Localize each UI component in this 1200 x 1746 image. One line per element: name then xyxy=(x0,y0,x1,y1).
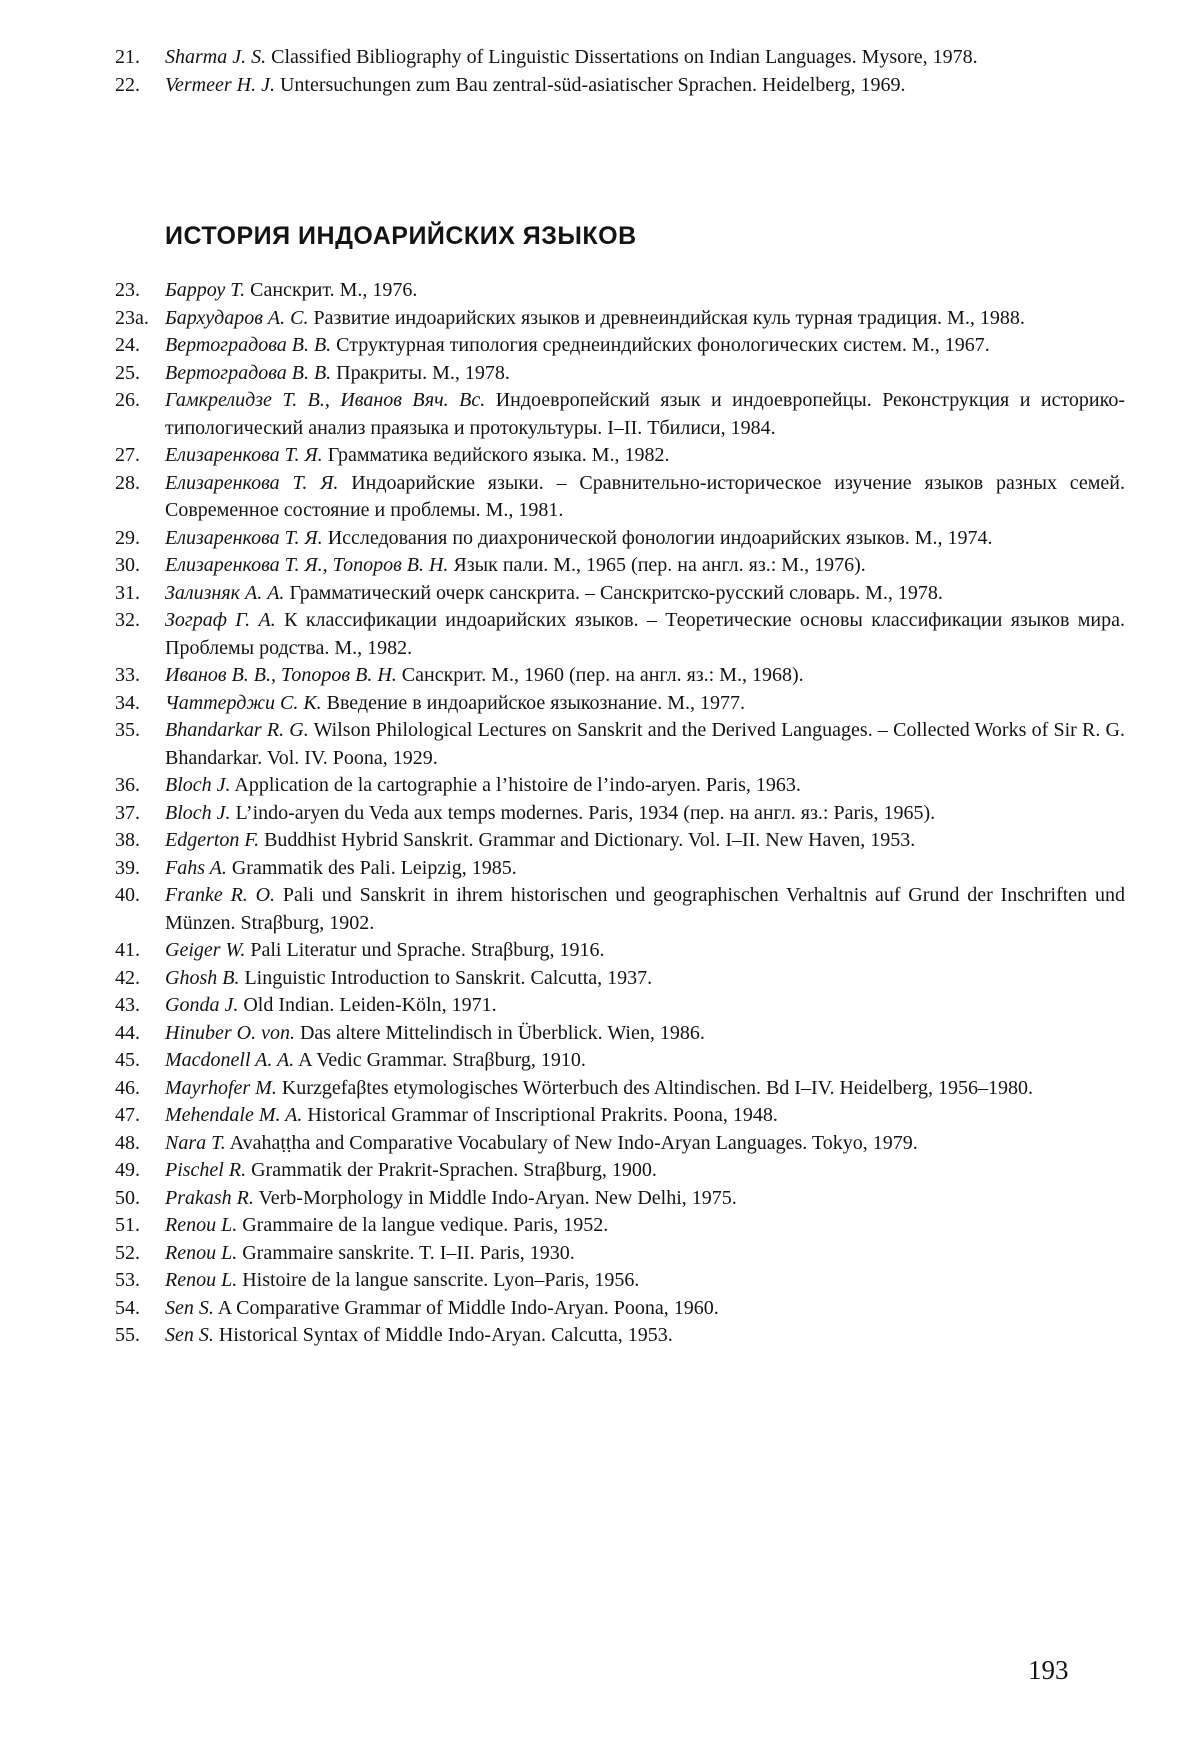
entry-text: К классификации индоарийских языков. – Теоретические основы классификации языков мира. Проблемы родства. М., 1982. xyxy=(165,609,1125,659)
entry-number: 51. xyxy=(115,1214,140,1236)
entry-number: 23а. xyxy=(115,306,149,329)
bibliography-entry xyxy=(115,882,1125,937)
entry-body xyxy=(165,882,1125,937)
entry-author: Sen S. xyxy=(165,1296,214,1319)
entry-text: A Comparative Grammar of Middle Indo-Aryan. Poona, 1960. xyxy=(213,1296,719,1319)
entry-number: 35. xyxy=(115,719,140,741)
entry-number: 43. xyxy=(115,994,140,1016)
bibliography-entry xyxy=(115,827,1125,855)
entry-author: Nara T. xyxy=(165,1131,226,1154)
bibliography-list xyxy=(115,277,1125,1350)
entry-author: Bloch J. xyxy=(165,801,231,824)
bibliography-entry xyxy=(115,525,1125,553)
entry-text: Untersuchungen zum Bau zentral-süd-asiatischer Sprachen. Heidelberg, 1969. xyxy=(274,73,906,96)
entry-author: Mayrhofer M. xyxy=(165,1076,277,1099)
entry-number: 24. xyxy=(115,334,140,356)
entry-author: Чаттерджи С. К. xyxy=(165,691,322,714)
entry-body xyxy=(165,1322,1125,1350)
bibliography-entry xyxy=(115,772,1125,800)
entry-text: Pali und Sanskrit in ihrem historischen und geographischen Verhaltnis auf Grund der Inschriften und Münzen. Straβburg, 1902. xyxy=(165,884,1125,934)
entry-author: Franke R. O. xyxy=(165,884,276,906)
entry-number: 55. xyxy=(115,1324,140,1346)
entry-text: Индоарийские языки. – Сравнительно-историческое изучение языков разных семей. Современное состояние и проблемы. М., 1981. xyxy=(165,471,1126,521)
entry-author: Барроу Т. xyxy=(165,279,246,301)
bibliography-entry xyxy=(115,1267,1125,1295)
entry-author: Вертоградова В. В. xyxy=(165,334,332,356)
entry-text: L’indo-aryen du Veda aux temps modernes. Paris, 1934 (пер. на англ. яз.: Paris, 1965). xyxy=(230,801,936,824)
entry-number: 22. xyxy=(115,73,140,96)
page-number: 193 xyxy=(1028,1655,1069,1685)
entry-number: 34. xyxy=(115,691,140,714)
entry-text: Pali Literatur und Sprache. Straβburg, 1916. xyxy=(245,939,605,961)
entry-body xyxy=(165,1157,1125,1185)
entry-body xyxy=(165,305,1125,333)
entry-body xyxy=(165,800,1125,828)
entry-author: Gonda J. xyxy=(165,994,239,1016)
bibliography-entry xyxy=(115,662,1125,690)
entry-body xyxy=(165,1075,1125,1103)
entry-author: Renou L. xyxy=(165,1214,238,1236)
entry-body xyxy=(165,44,1125,72)
entry-body xyxy=(165,580,1125,608)
bibliography-entry xyxy=(115,690,1125,718)
entry-number: 27. xyxy=(115,444,140,466)
entry-author: Sen S. xyxy=(165,1324,214,1346)
entry-author: Зализняк А. А. xyxy=(165,581,285,604)
entry-author: Pischel R. xyxy=(165,1159,247,1181)
entry-number: 37. xyxy=(115,801,140,824)
section-heading: ИСТОРИЯ ИНДОАРИЙСКИХ ЯЗЫКОВ xyxy=(165,222,637,250)
entry-text: Buddhist Hybrid Sanskrit. Grammar and Dictionary. Vol. I–II. New Haven, 1953. xyxy=(259,829,916,851)
bibliography-entry xyxy=(115,1130,1125,1158)
entry-text: Old Indian. Leiden-Köln, 1971. xyxy=(238,994,497,1016)
entry-text: Wilson Philological Lectures on Sanskrit and the Derived Languages. – Collected Works of Sir R. G. Bhandarkar. Vol. IV. Poona, 1929. xyxy=(165,719,1125,769)
entry-text: Historical Syntax of Middle Indo-Aryan. Calcutta, 1953. xyxy=(213,1324,673,1346)
bibliography-entry xyxy=(115,1240,1125,1268)
entry-number: 36. xyxy=(115,774,140,796)
entry-number: 39. xyxy=(115,856,140,879)
entry-author: Елизаренкова Т. Я. xyxy=(165,471,339,494)
entry-text: Historical Grammar of Inscriptional Prakrits. Poona, 1948. xyxy=(302,1104,778,1126)
bibliography-list-continued xyxy=(115,44,1125,99)
entry-author: Edgerton F. xyxy=(165,829,260,851)
entry-author: Renou L. xyxy=(165,1269,238,1291)
bibliography-entry xyxy=(115,442,1125,470)
entry-author: Гамкрелидзе Т. В., Иванов Вяч. Вс. xyxy=(165,389,486,411)
entry-number: 47. xyxy=(115,1104,140,1126)
entry-text: Avahaṭṭha and Comparative Vocabulary of New Indo-Aryan Languages. Tokyo, 1979. xyxy=(225,1131,918,1154)
entry-body xyxy=(165,387,1125,442)
bibliography-entry xyxy=(115,1157,1125,1185)
entry-body xyxy=(165,1047,1125,1075)
entry-text: Развитие индоарийских языков и древнеиндийская куль турная традиция. М., 1988. xyxy=(308,306,1025,329)
entry-number: 48. xyxy=(115,1131,140,1154)
entry-body xyxy=(165,855,1125,883)
entry-number: 54. xyxy=(115,1296,140,1319)
entry-text: Grammatik der Prakrit-Sprachen. Straβburg, 1900. xyxy=(246,1159,657,1181)
entry-number: 44. xyxy=(115,1021,140,1044)
entry-text: Введение в индоарийское языкознание. М., 1977. xyxy=(321,691,746,714)
entry-text: Verb-Morphology in Middle Indo-Aryan. New Delhi, 1975. xyxy=(253,1186,737,1209)
entry-body xyxy=(165,72,1125,100)
entry-number: 30. xyxy=(115,554,140,576)
entry-body xyxy=(165,1020,1125,1048)
entry-body xyxy=(165,772,1125,800)
bibliography-entry xyxy=(115,470,1125,525)
entry-text: Kurzgefaβtes etymologisches Wörterbuch des Altindischen. Bd I–IV. Heidelberg, 1956–1980. xyxy=(276,1076,1033,1099)
bibliography-entry xyxy=(115,1020,1125,1048)
entry-text: Grammaire sanskrite. T. I–II. Paris, 1930. xyxy=(237,1241,575,1264)
bibliography-entry xyxy=(115,360,1125,388)
entry-body xyxy=(165,332,1125,360)
entry-body xyxy=(165,827,1125,855)
entry-author: Бархударов А. С. xyxy=(165,306,309,329)
entry-body xyxy=(165,552,1125,580)
entry-body xyxy=(165,937,1125,965)
bibliography-entry xyxy=(115,965,1125,993)
bibliography-entry xyxy=(115,552,1125,580)
entry-text: Histoire de la langue sanscrite. Lyon–Paris, 1956. xyxy=(237,1269,640,1291)
entry-body xyxy=(165,1212,1125,1240)
entry-number: 33. xyxy=(115,664,140,686)
entry-text: Структурная типология среднеиндийских фонологических систем. М., 1967. xyxy=(331,334,990,356)
entry-text: Грамматика ведийского языка. М., 1982. xyxy=(322,444,670,466)
bibliography-entry xyxy=(115,1102,1125,1130)
entry-body xyxy=(165,1185,1125,1213)
entry-number: 41. xyxy=(115,939,140,961)
entry-text: Индоевропейский язык и индоевропейцы. Реконструкция и историко-типологический анализ праязыка и протокультуры. I–II. Тбилиси, 1984. xyxy=(165,389,1125,439)
bibliography-entry xyxy=(115,277,1125,305)
entry-text: A Vedic Grammar. Straβburg, 1910. xyxy=(294,1049,586,1071)
bibliography-entry xyxy=(115,800,1125,828)
entry-number: 21. xyxy=(115,46,140,68)
entry-body xyxy=(165,690,1125,718)
entry-number: 32. xyxy=(115,609,140,631)
bibliography-entry xyxy=(115,580,1125,608)
entry-text: Linguistic Introduction to Sanskrit. Calcutta, 1937. xyxy=(239,966,653,989)
entry-text: Grammaire de la langue vedique. Paris, 1952. xyxy=(237,1214,609,1236)
entry-body xyxy=(165,1130,1125,1158)
entry-text: Пракриты. М., 1978. xyxy=(331,361,510,384)
entry-body xyxy=(165,662,1125,690)
entry-text: Язык пали. М., 1965 (пер. на англ. яз.: М., 1976). xyxy=(448,554,866,576)
entry-number: 52. xyxy=(115,1241,140,1264)
entry-body xyxy=(165,1102,1125,1130)
bibliography-entry xyxy=(115,1322,1125,1350)
bibliography-entry xyxy=(115,855,1125,883)
entry-author: Macdonell A. A. xyxy=(165,1049,295,1071)
bibliography-entry xyxy=(115,937,1125,965)
bibliography-entry xyxy=(115,305,1125,333)
entry-number: 45. xyxy=(115,1049,140,1071)
entry-text: Исследования по диахронической фонологии индоарийских языков. М., 1974. xyxy=(322,526,993,549)
entry-number: 28. xyxy=(115,471,140,494)
bibliography-entry xyxy=(115,1047,1125,1075)
bibliography-entry xyxy=(115,1075,1125,1103)
bibliography-entry xyxy=(115,1295,1125,1323)
entry-number: 26. xyxy=(115,389,140,411)
entry-number: 25. xyxy=(115,361,140,384)
entry-number: 23. xyxy=(115,279,140,301)
entry-author: Renou L. xyxy=(165,1241,238,1264)
entry-author: Fahs A. xyxy=(165,856,227,879)
entry-text: Санскрит. М., 1960 (пер. на англ. яз.: М., 1968). xyxy=(396,664,804,686)
entry-text: Classified Bibliography of Linguistic Dissertations on Indian Languages. Mysore, 1978. xyxy=(266,46,978,68)
entry-author: Елизаренкова Т. Я. xyxy=(165,526,323,549)
entry-text: Application de la cartographie a l’histoire de l’indo-aryen. Paris, 1963. xyxy=(230,774,801,796)
entry-author: Vermeer H. J. xyxy=(165,73,275,96)
entry-author: Иванов В. В., Топоров В. Н. xyxy=(165,664,397,686)
entry-text: Санскрит. М., 1976. xyxy=(245,279,418,301)
entry-text: Grammatik des Pali. Leipzig, 1985. xyxy=(226,856,517,879)
entry-number: 40. xyxy=(115,884,140,906)
bibliography-entry xyxy=(115,607,1125,662)
entry-body xyxy=(165,992,1125,1020)
entry-author: Bhandarkar R. G. xyxy=(165,719,309,741)
entry-number: 31. xyxy=(115,581,140,604)
entry-number: 53. xyxy=(115,1269,140,1291)
bibliography-entry xyxy=(115,332,1125,360)
bibliography-entry xyxy=(115,717,1125,772)
entry-author: Mehendale M. A. xyxy=(165,1104,303,1126)
entry-number: 38. xyxy=(115,829,140,851)
bibliography-entry xyxy=(115,1185,1125,1213)
entry-number: 49. xyxy=(115,1159,140,1181)
bibliography-entry xyxy=(115,72,1125,100)
entry-author: Bloch J. xyxy=(165,774,231,796)
bibliography-entry xyxy=(115,387,1125,442)
entry-body xyxy=(165,470,1125,525)
entry-body xyxy=(165,1240,1125,1268)
entry-body xyxy=(165,717,1125,772)
entry-body xyxy=(165,360,1125,388)
bibliography-entry xyxy=(115,1212,1125,1240)
entry-body xyxy=(165,277,1125,305)
entry-number: 46. xyxy=(115,1076,140,1099)
entry-author: Ghosh B. xyxy=(165,966,240,989)
entry-author: Зограф Г. А. xyxy=(165,609,276,631)
bibliography-entry xyxy=(115,44,1125,72)
entry-body xyxy=(165,607,1125,662)
bibliography-entry xyxy=(115,992,1125,1020)
entry-body xyxy=(165,1267,1125,1295)
entry-text: Грамматический очерк санскрита. – Санскритско-русский словарь. М., 1978. xyxy=(284,581,943,604)
entry-body xyxy=(165,1295,1125,1323)
entry-author: Geiger W. xyxy=(165,939,246,961)
entry-text: Das altere Mittelindisch in Überblick. Wien, 1986. xyxy=(294,1021,705,1044)
entry-body xyxy=(165,525,1125,553)
entry-author: Елизаренкова Т. Я., Топоров В. Н. xyxy=(165,554,449,576)
entry-body xyxy=(165,442,1125,470)
entry-number: 29. xyxy=(115,526,140,549)
entry-author: Hinuber O. von. xyxy=(165,1021,295,1044)
entry-author: Елизаренкова Т. Я. xyxy=(165,444,323,466)
entry-number: 50. xyxy=(115,1186,140,1209)
entry-author: Вертоградова В. В. xyxy=(165,361,332,384)
entry-author: Prakash R. xyxy=(165,1186,254,1209)
entry-number: 42. xyxy=(115,966,140,989)
entry-body xyxy=(165,965,1125,993)
entry-author: Sharma J. S. xyxy=(165,46,267,68)
